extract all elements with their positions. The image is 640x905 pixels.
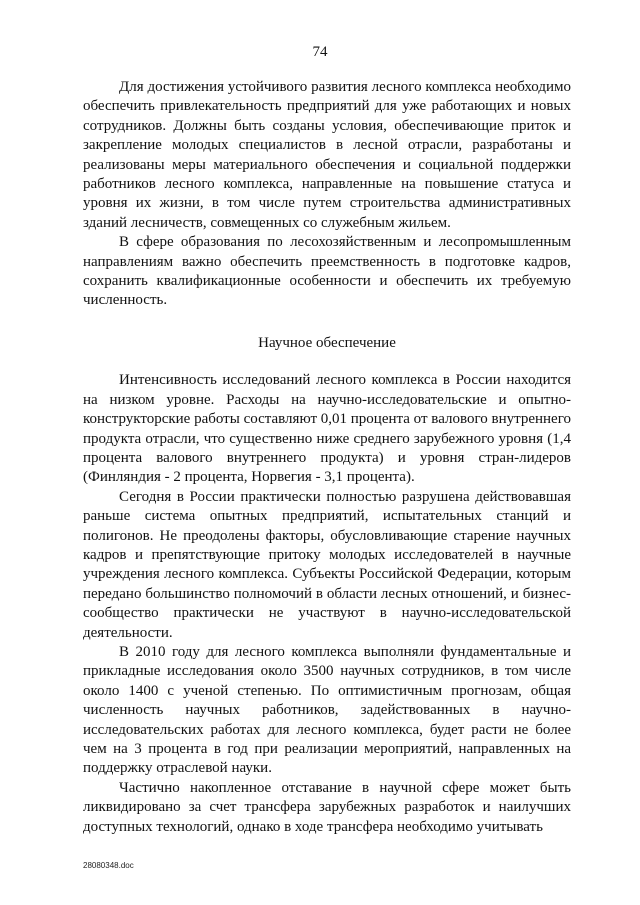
paragraph: В сфере образования по лесохозяйственным и лесопромышленным направлениям важно обеспечить преемственность в подготовке кадров, сохранить квалификационные особенности и обеспечить их требуемую численность. (83, 234, 571, 309)
section-heading: Научное обеспечение (258, 334, 396, 351)
paragraph: В 2010 году для лесного комплекса выполняли фундаментальные и прикладные исследования около 3500 научных сотрудников, в том числе около 1400 с ученой степенью. По оптимистичным прогнозам, общая численность научных работников, задействованных в научно-исследовательских работах для лесного комплекса, будет расти не более чем на 3 процента в год при реализации мероприятий, направленных на поддержку отраслевой науки. (83, 643, 571, 777)
paragraph: Для достижения устойчивого развития лесного комплекса необходимо обеспечить привлекательность предприятий для уже работающих и новых сотрудников. Должны быть созданы условия, обеспечивающие приток и закрепление молодых специалистов в лесной отрасли, разработаны и реализованы меры материального обеспечения и социальной поддержки работников лесного комплекса, направленные на повышение статуса и уровня их жизни, в том числе путем строительства административных зданий лесничеств, совмещенных со служебным жильем. (83, 79, 571, 231)
paragraph: Интенсивность исследований лесного комплекса в России находится на низком уровне. Расходы на научно-исследовательские и опытно-конструкторские работы составляют 0,01 процента от валового внутреннего продукта отрасли, что существенно ниже среднего зарубежного уровня (1,4 процента валового внутреннего продукта) и уровня стран-лидеров (Финляндия - 2 процента, Норвегия - 3,1 процента). (83, 372, 571, 486)
paragraph: Сегодня в России практически полностью разрушена действовавшая раньше система опытных предприятий, испытательных станций и полигонов. Не преодолены факторы, обусловливающие старение научных кадров и препятствующие притоку молодых исследователей в научные учреждения лесного комплекса. Субъекты Российской Федерации, которым передано большинство полномочий в области лесных отношений, и бизнес-сообщество практически не участвуют в научно-исследовательской деятельности. (83, 488, 571, 641)
page-number: 74 (312, 44, 328, 60)
document-body (83, 78, 571, 837)
paragraph: Частично накопленное отставание в научной сфере может быть ликвидировано за счет трансфера зарубежных разработок и наилучших доступных технологий, однако в ходе трансфера необходимо учитывать (83, 779, 571, 835)
footer-filename: 28080348.doc (83, 861, 134, 870)
